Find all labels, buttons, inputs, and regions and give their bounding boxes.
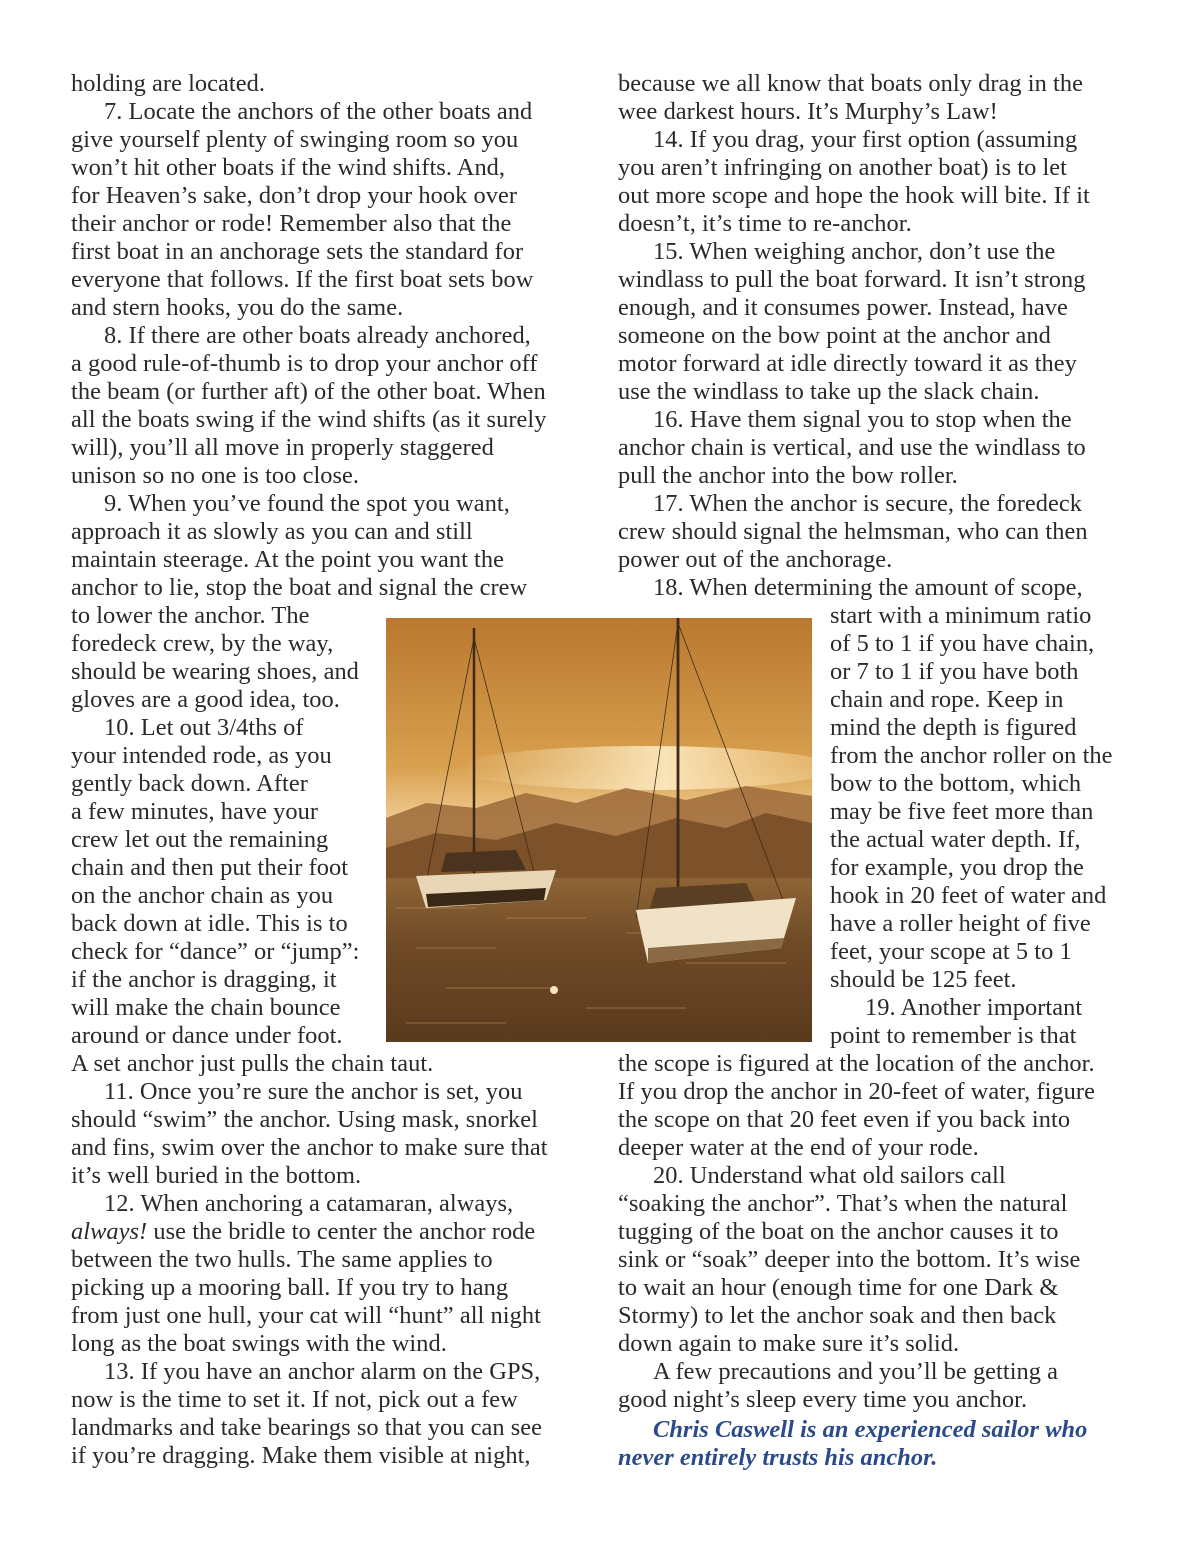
right-line-45: Stormy) to let the anchor soak and then back: [618, 1302, 1057, 1329]
left-line-30: on the anchor chain as you: [71, 882, 334, 909]
left-line-20: to lower the anchor. The: [71, 602, 310, 629]
right-line-40: 20. Understand what old sailors call: [653, 1162, 1006, 1189]
left-line-1: holding are located.: [71, 70, 266, 97]
sailboats-at-sunset-photo: [386, 618, 812, 1042]
right-line-20: start with a minimum ratio: [830, 602, 1092, 629]
right-line-1: because we all know that boats only drag in the: [618, 70, 1083, 97]
right-line-41: “soaking the anchor”. That’s when the natural: [618, 1190, 1068, 1217]
left-line-16: 9. When you’ve found the spot you want,: [104, 490, 510, 517]
right-line-48: good night’s sleep every time you anchor.: [618, 1386, 1028, 1413]
left-line-39: and fins, swim over the anchor to make sure that: [71, 1134, 548, 1161]
left-line-48: now is the time to set it. If not, pick out a few: [71, 1386, 518, 1413]
left-line-32: check for “dance” or “jump”:: [71, 938, 360, 965]
right-line-16: 17. When the anchor is secure, the foredeck: [653, 490, 1083, 517]
right-line-10: someone on the bow point at the anchor and: [618, 322, 1051, 349]
left-line-5: for Heaven’s sake, don’t drop your hook over: [71, 182, 518, 209]
right-line-9: enough, and it consumes power. Instead, have: [618, 294, 1068, 321]
right-line-31: have a roller height of five: [830, 910, 1091, 937]
right-line-22: or 7 to 1 if you have both: [830, 658, 1079, 685]
right-line-29: for example, you drop the: [830, 854, 1084, 881]
right-line-15: pull the anchor into the bow roller.: [618, 462, 958, 489]
right-line-35: point to remember is that: [830, 1022, 1077, 1049]
left-line-7: first boat in an anchorage sets the standard for: [71, 238, 524, 265]
left-line-8: everyone that follows. If the first boat sets bow: [71, 266, 534, 293]
right-line-11: motor forward at idle directly toward it as they: [618, 350, 1077, 377]
left-line-49: landmarks and take bearings so that you can see: [71, 1414, 543, 1441]
left-line-19: anchor to lie, stop the boat and signal the crew: [71, 574, 528, 601]
left-line-23: gloves are a good idea, too.: [71, 686, 340, 713]
right-line-3: 14. If you drag, your first option (assuming: [653, 126, 1078, 153]
left-line-21: foredeck crew, by the way,: [71, 630, 334, 657]
right-line-38: the scope on that 20 feet even if you back into: [618, 1106, 1071, 1133]
left-line-38: should “swim” the anchor. Using mask, snorkel: [71, 1106, 538, 1133]
left-line-46: long as the boat swings with the wind.: [71, 1330, 447, 1357]
left-line-12: the beam (or further aft) of the other boat. When: [71, 378, 546, 405]
right-line-13: 16. Have them signal you to stop when the: [653, 406, 1072, 433]
left-line-18: maintain steerage. At the point you want the: [71, 546, 504, 573]
left-line-28: crew let out the remaining: [71, 826, 329, 853]
left-line-9: and stern hooks, you do the same.: [71, 294, 404, 321]
left-line-6: their anchor or rode! Remember also that the: [71, 210, 512, 237]
left-line-33: if the anchor is dragging, it: [71, 966, 337, 993]
left-line-24: 10. Let out 3/4ths of: [104, 714, 304, 741]
right-line-17: crew should signal the helmsman, who can then: [618, 518, 1088, 545]
left-line-47: 13. If you have an anchor alarm on the GPS,: [104, 1358, 541, 1385]
right-line-8: windlass to pull the boat forward. It isn’t strong: [618, 266, 1086, 293]
right-line-14: anchor chain is vertical, and use the windlass to: [618, 434, 1086, 461]
left-line-36: A set anchor just pulls the chain taut.: [71, 1050, 434, 1077]
left-line-37: 11. Once you’re sure the anchor is set, you: [104, 1078, 523, 1105]
left-line-35: around or dance under foot.: [71, 1022, 343, 1049]
right-line-44: to wait an hour (enough time for one Dark &: [618, 1274, 1059, 1301]
left-line-34: will make the chain bounce: [71, 994, 341, 1021]
left-line-27: a few minutes, have your: [71, 798, 319, 825]
left-line-43: between the two hulls. The same applies to: [71, 1246, 493, 1273]
left-line-42: [71, 1218, 535, 1246]
left-line-4: won’t hit other boats if the wind shifts. And,: [71, 154, 506, 181]
left-line-11: a good rule-of-thumb is to drop your anchor off: [71, 350, 538, 377]
italic-always: always!: [71, 1218, 148, 1245]
right-line-30: hook in 20 feet of water and: [830, 882, 1107, 909]
right-line-12: use the windlass to take up the slack chain.: [618, 378, 1040, 405]
left-line-31: back down at idle. This is to: [71, 910, 348, 937]
left-line-10: 8. If there are other boats already anchored,: [104, 322, 531, 349]
left-line-42-text: use the bridle to center the anchor rode: [147, 1218, 536, 1245]
right-line-18: power out of the anchorage.: [618, 546, 893, 573]
mooring-ball: [550, 986, 558, 994]
right-line-25: from the anchor roller on the: [830, 742, 1113, 769]
right-line-28: the actual water depth. If,: [830, 826, 1081, 853]
right-line-21: of 5 to 1 if you have chain,: [830, 630, 1095, 657]
right-line-4: you aren’t infringing on another boat) is to let: [618, 154, 1068, 181]
right-line-7: 15. When weighing anchor, don’t use the: [653, 238, 1056, 265]
left-line-2: 7. Locate the anchors of the other boats and: [104, 98, 533, 125]
right-line-39: deeper water at the end of your rode.: [618, 1134, 979, 1161]
left-line-15: unison so no one is too close.: [71, 462, 360, 489]
left-line-3: give yourself plenty of swinging room so you: [71, 126, 519, 153]
right-line-24: mind the depth is figured: [830, 714, 1077, 741]
right-line-42: tugging of the boat on the anchor causes it to: [618, 1218, 1059, 1245]
right-line-27: may be five feet more than: [830, 798, 1094, 825]
left-line-45: from just one hull, your cat will “hunt” all night: [71, 1302, 541, 1329]
left-line-29: chain and then put their foot: [71, 854, 349, 881]
right-line-23: chain and rope. Keep in: [830, 686, 1064, 713]
left-line-44: picking up a mooring ball. If you try to hang: [71, 1274, 509, 1301]
author-bio-line-1: Chris Caswell is an experienced sailor who: [653, 1416, 1088, 1443]
right-line-6: doesn’t, it’s time to re-anchor.: [618, 210, 912, 237]
right-line-32: feet, your scope at 5 to 1: [830, 938, 1072, 965]
right-line-26: bow to the bottom, which: [830, 770, 1082, 797]
right-line-34: 19. Another important: [865, 994, 1083, 1021]
left-line-17: approach it as slowly as you can and still: [71, 518, 473, 545]
left-line-13: all the boats swing if the wind shifts (as it surely: [71, 406, 547, 433]
left-line-26: gently back down. After: [71, 770, 308, 797]
right-line-36: the scope is figured at the location of the anchor.: [618, 1050, 1095, 1077]
left-line-14: will), you’ll all move in properly staggered: [71, 434, 494, 461]
right-line-2: wee darkest hours. It’s Murphy’s Law!: [618, 98, 998, 125]
right-line-43: sink or “soak” deeper into the bottom. It’s wise: [618, 1246, 1081, 1273]
left-line-40: it’s well buried in the bottom.: [71, 1162, 362, 1189]
right-line-33: should be 125 feet.: [830, 966, 1017, 993]
right-line-19: 18. When determining the amount of scope,: [653, 574, 1083, 601]
left-line-50: if you’re dragging. Make them visible at night,: [71, 1442, 531, 1469]
author-bio-line-2: never entirely trusts his anchor.: [618, 1444, 938, 1471]
right-line-47: A few precautions and you’ll be getting a: [653, 1358, 1059, 1385]
right-line-46: down again to make sure it’s solid.: [618, 1330, 960, 1357]
right-line-5: out more scope and hope the hook will bite. If it: [618, 182, 1090, 209]
right-line-37: If you drop the anchor in 20-feet of water, figure: [618, 1078, 1095, 1105]
left-line-25: your intended rode, as you: [71, 742, 332, 769]
left-line-22: should be wearing shoes, and: [71, 658, 359, 685]
left-line-41: 12. When anchoring a catamaran, always,: [104, 1190, 514, 1217]
